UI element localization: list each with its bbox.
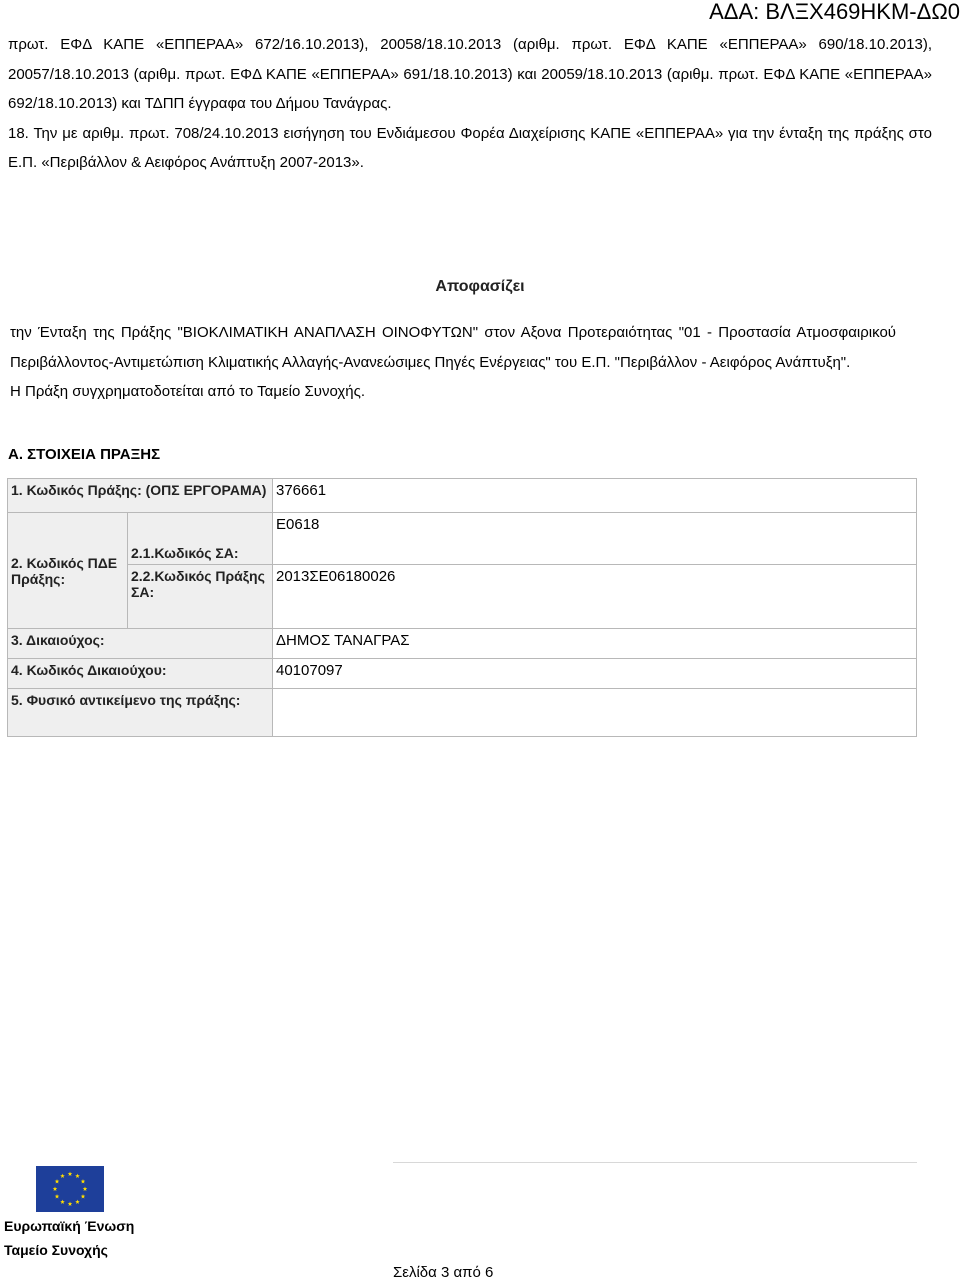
- section-a-title: Α. ΣΤΟΙΧΕΙΑ ΠΡΑΞΗΣ: [8, 446, 161, 463]
- beneficiary-code-label: 4. Κωδικός Δικαιούχου:: [8, 659, 273, 689]
- eu-flag-icon: [36, 1166, 104, 1212]
- decision-paragraph: την Ένταξη της Πράξης "ΒΙΟΚΛΙΜΑΤΙΚΗ ΑΝΑΠΛΑΣΗ ΟΙΝΟΦΥΤΩΝ" στον Αξονα Προτεραιότητας "01 - Προστασία Ατμοσφαιρικού Περιβάλλοντος-Αντιμετώπιση Κλιματικής Αλλαγής-Ανανεώσιμες Πηγές Ενέργειας" του Ε.Π. "Περιβάλλον - Αειφόρος Ανάπτυξη".: [10, 324, 896, 371]
- ada-code: ΑΔΑ: ΒΛΞΧ469ΗΚΜ-ΔΩ0: [709, 0, 960, 24]
- sa-code-value: Ε0618: [273, 513, 917, 565]
- action-details-table: [7, 478, 917, 737]
- code-label: 1. Κωδικός Πράξης: (ΟΠΣ ΕΡΓΟΡΑΜΑ): [8, 479, 273, 513]
- fund-label: Ταμείο Συνοχής: [4, 1242, 108, 1258]
- table-row: [8, 565, 917, 629]
- table-row: [8, 479, 917, 513]
- table-row: [8, 629, 917, 659]
- code-value: 376661: [273, 479, 917, 513]
- intro-paragraph-18: 18. Την με αριθμ. πρωτ. 708/24.10.2013 εισήγηση του Ενδιάμεσου Φορέα Διαχείρισης ΚΑΠΕ «ΕΠΠΕΡΑΑ» για την ένταξη της πράξης στο Ε.Π. «Περιβάλλον & Αειφόρος Ανάπτυξη 2007-2013».: [8, 124, 932, 171]
- funding-paragraph: Η Πράξη συγχρηματοδοτείται από το Ταμείο Συνοχής.: [10, 383, 366, 400]
- beneficiary-code-value: 40107097: [273, 659, 917, 689]
- sa-action-label: 2.2.Κωδικός Πράξης ΣΑ:: [128, 565, 273, 629]
- page-number: Σελίδα 3 από 6: [393, 1264, 494, 1281]
- table-row: [8, 513, 917, 565]
- physical-object-label: 5. Φυσικό αντικείμενο της πράξης:: [8, 689, 273, 737]
- intro-text: [8, 30, 932, 178]
- pde-label: 2. Κωδικός ΠΔΕ Πράξης:: [8, 513, 128, 629]
- eu-label: Ευρωπαϊκή Ένωση: [4, 1218, 135, 1234]
- decision-heading: Αποφασίζει: [435, 278, 525, 295]
- sa-code-label: 2.1.Κωδικός ΣΑ:: [128, 513, 273, 565]
- footer-divider: [393, 1162, 917, 1163]
- beneficiary-value: ΔΗΜΟΣ ΤΑΝΑΓΡΑΣ: [273, 629, 917, 659]
- table-row: [8, 659, 917, 689]
- physical-object-value: [273, 689, 917, 737]
- intro-paragraph-17: πρωτ. ΕΦΔ ΚΑΠΕ «ΕΠΠΕΡΑΑ» 672/16.10.2013), 20058/18.10.2013 (αριθμ. πρωτ. ΕΦΔ ΚΑΠΕ «ΕΠΠΕΡΑΑ» 690/18.10.2013), 20057/18.10.2013 (αριθμ. πρωτ. ΕΦΔ ΚΑΠΕ «ΕΠΠΕΡΑΑ» 691/18.10.2013) και 20059/18.10.2013 (αριθμ. πρωτ. ΕΦΔ ΚΑΠΕ «ΕΠΠΕΡΑΑ» 692/18.10.2013) και ΤΔΠΠ έγγραφα του Δήμου Τανάγρας.: [8, 36, 932, 112]
- decision-text: [10, 318, 896, 407]
- beneficiary-label: 3. Δικαιούχος:: [8, 629, 273, 659]
- sa-action-value: 2013ΣΕ06180026: [273, 565, 917, 629]
- table-row: [8, 689, 917, 737]
